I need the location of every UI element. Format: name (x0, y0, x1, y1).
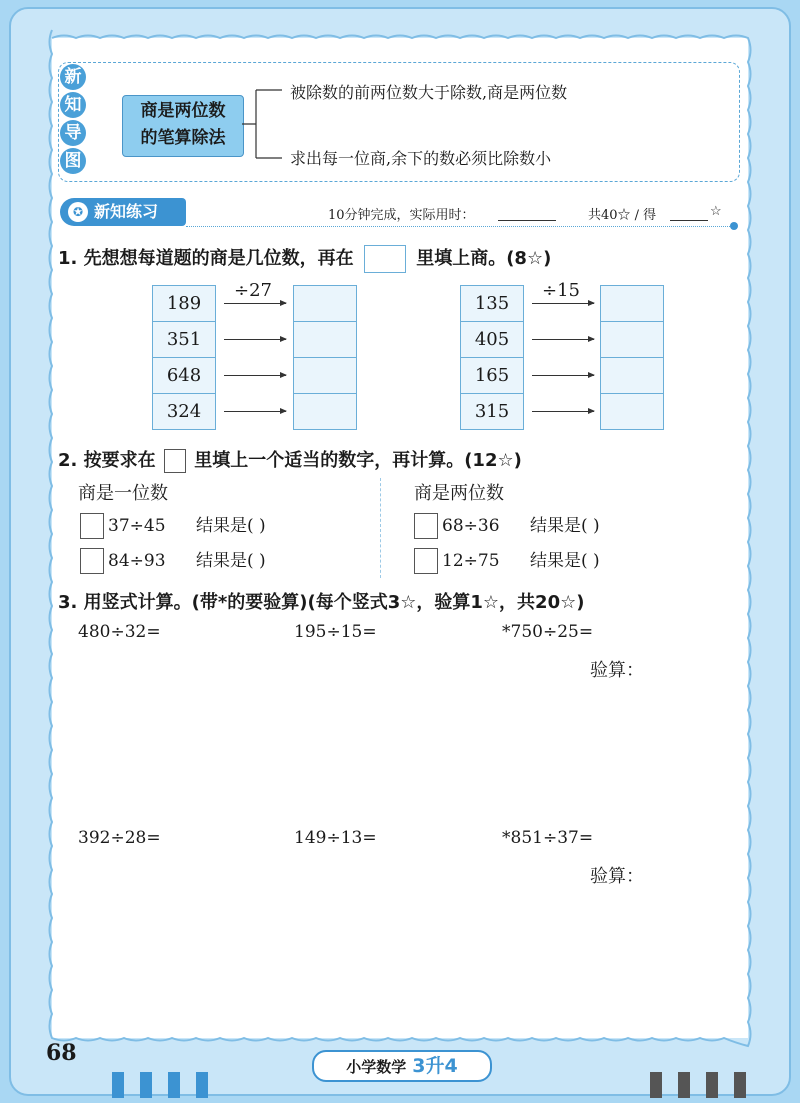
guide-rule: 被除数的前两位数大于除数,商是两位数 (290, 83, 568, 102)
answer-box-sample (164, 449, 186, 473)
stripe-decoration (196, 1072, 208, 1098)
score-text: 共40☆ / 得 (588, 208, 657, 223)
calc-problem: *851÷37= (502, 828, 594, 848)
stripe-decoration (140, 1072, 152, 1098)
divider-dot (730, 222, 738, 230)
dotted-divider (186, 226, 732, 227)
q2-suffix: 里填上一个适当的数字，再计算。(12☆) (194, 450, 522, 471)
dividend-cell: 135 (461, 286, 523, 322)
right-subtitle: 商是两位数 (414, 483, 504, 504)
left-subtitle: 商是一位数 (78, 483, 168, 504)
stripe-decoration (734, 1072, 746, 1098)
q2-prefix: 2. 按要求在 (58, 450, 156, 471)
arrow-icon (224, 411, 286, 412)
expression: 84÷93 (108, 551, 166, 571)
answer-column-right (600, 285, 664, 430)
page-number: 68 (46, 1040, 77, 1066)
dividend-cell: 648 (153, 358, 215, 394)
divisor-operator: ÷27 (234, 280, 272, 301)
expression: 12÷75 (442, 551, 500, 571)
result-blank[interactable]: 结果是( ) (196, 516, 266, 536)
fill-item (414, 548, 704, 574)
medal-icon: ✪ (68, 202, 88, 222)
calc-problem: 149÷13= (294, 828, 377, 848)
dividend-cell: 324 (153, 394, 215, 429)
digit-box[interactable] (80, 513, 104, 539)
calc-problem: 480÷32= (78, 622, 161, 642)
dividend-cell: 189 (153, 286, 215, 322)
topic-line: 的笔算除法 (140, 128, 226, 148)
expression: 68÷36 (442, 516, 500, 536)
topic-line: 商是两位数 (140, 101, 226, 121)
time-blank[interactable] (498, 220, 556, 221)
answer-cell[interactable] (294, 322, 356, 358)
calc-problem: *750÷25= (502, 622, 594, 642)
answer-cell[interactable] (601, 322, 663, 358)
score-blank[interactable] (670, 220, 708, 221)
section-title: 新知练习 (94, 202, 159, 221)
badge-char: 图 (60, 148, 86, 174)
badge-char: 知 (60, 92, 86, 118)
check-label: 验算： (590, 866, 644, 887)
stripe-decoration (650, 1072, 662, 1098)
calc-problem: 195÷15= (294, 622, 377, 642)
answer-cell[interactable] (601, 394, 663, 429)
topic-box (122, 95, 244, 157)
guide-rule: 求出每一位商,余下的数必须比除数小 (290, 149, 552, 168)
brace-connector (242, 86, 288, 166)
stripe-decoration (678, 1072, 690, 1098)
dividend-cell: 405 (461, 322, 523, 358)
dividend-cell: 165 (461, 358, 523, 394)
answer-cell[interactable] (294, 394, 356, 429)
fill-item (414, 513, 704, 539)
arrow-icon (532, 375, 594, 376)
digit-box[interactable] (414, 513, 438, 539)
result-blank[interactable]: 结果是( ) (530, 551, 600, 571)
result-blank[interactable]: 结果是( ) (530, 516, 600, 536)
dividend-cell: 351 (153, 322, 215, 358)
divisor-operator: ÷15 (542, 280, 580, 301)
answer-cell[interactable] (601, 286, 663, 322)
answer-cell[interactable] (294, 286, 356, 322)
result-blank[interactable]: 结果是( ) (196, 551, 266, 571)
arrow-icon (224, 375, 286, 376)
arrow-icon (532, 303, 594, 304)
dividend-column-left (152, 285, 216, 430)
calc-problem: 392÷28= (78, 828, 161, 848)
answer-cell[interactable] (294, 358, 356, 394)
digit-box[interactable] (414, 548, 438, 574)
q1-suffix: 里填上商。(8☆) (416, 248, 552, 269)
arrow-icon (224, 303, 286, 304)
question-2 (58, 446, 522, 473)
arrow-icon (224, 339, 286, 340)
section-banner (60, 198, 186, 226)
stripe-decoration (706, 1072, 718, 1098)
dividend-column-right (460, 285, 524, 430)
stripe-decoration (168, 1072, 180, 1098)
check-label: 验算： (590, 660, 644, 681)
fill-item (80, 548, 370, 574)
question-1 (58, 244, 551, 273)
question-3: 3. 用竖式计算。(带*的要验算)(每个竖式3☆，验算1☆，共20☆) (58, 592, 585, 613)
guide-badge (60, 64, 90, 176)
answer-box-sample (364, 245, 406, 273)
stripe-decoration (112, 1072, 124, 1098)
work-area[interactable] (70, 680, 730, 820)
badge-char: 新 (60, 64, 86, 90)
book-label (312, 1050, 492, 1082)
arrow-icon (532, 339, 594, 340)
fill-item (80, 513, 370, 539)
q1-prefix: 1. 先想想每道题的商是几位数，再在 (58, 248, 354, 269)
arrow-icon (532, 411, 594, 412)
timer-text: 10分钟完成，实际用时： (328, 208, 475, 223)
badge-char: 导 (60, 120, 86, 146)
column-divider (380, 478, 381, 578)
dividend-cell: 315 (461, 394, 523, 429)
answer-column-left (293, 285, 357, 430)
book-title: 小学数学 (346, 1058, 407, 1076)
expression: 37÷45 (108, 516, 166, 536)
answer-cell[interactable] (601, 358, 663, 394)
work-area[interactable] (70, 890, 730, 1030)
digit-box[interactable] (80, 548, 104, 574)
grade-label: 3升4 (412, 1055, 458, 1077)
star-icon: ☆ (710, 204, 722, 219)
